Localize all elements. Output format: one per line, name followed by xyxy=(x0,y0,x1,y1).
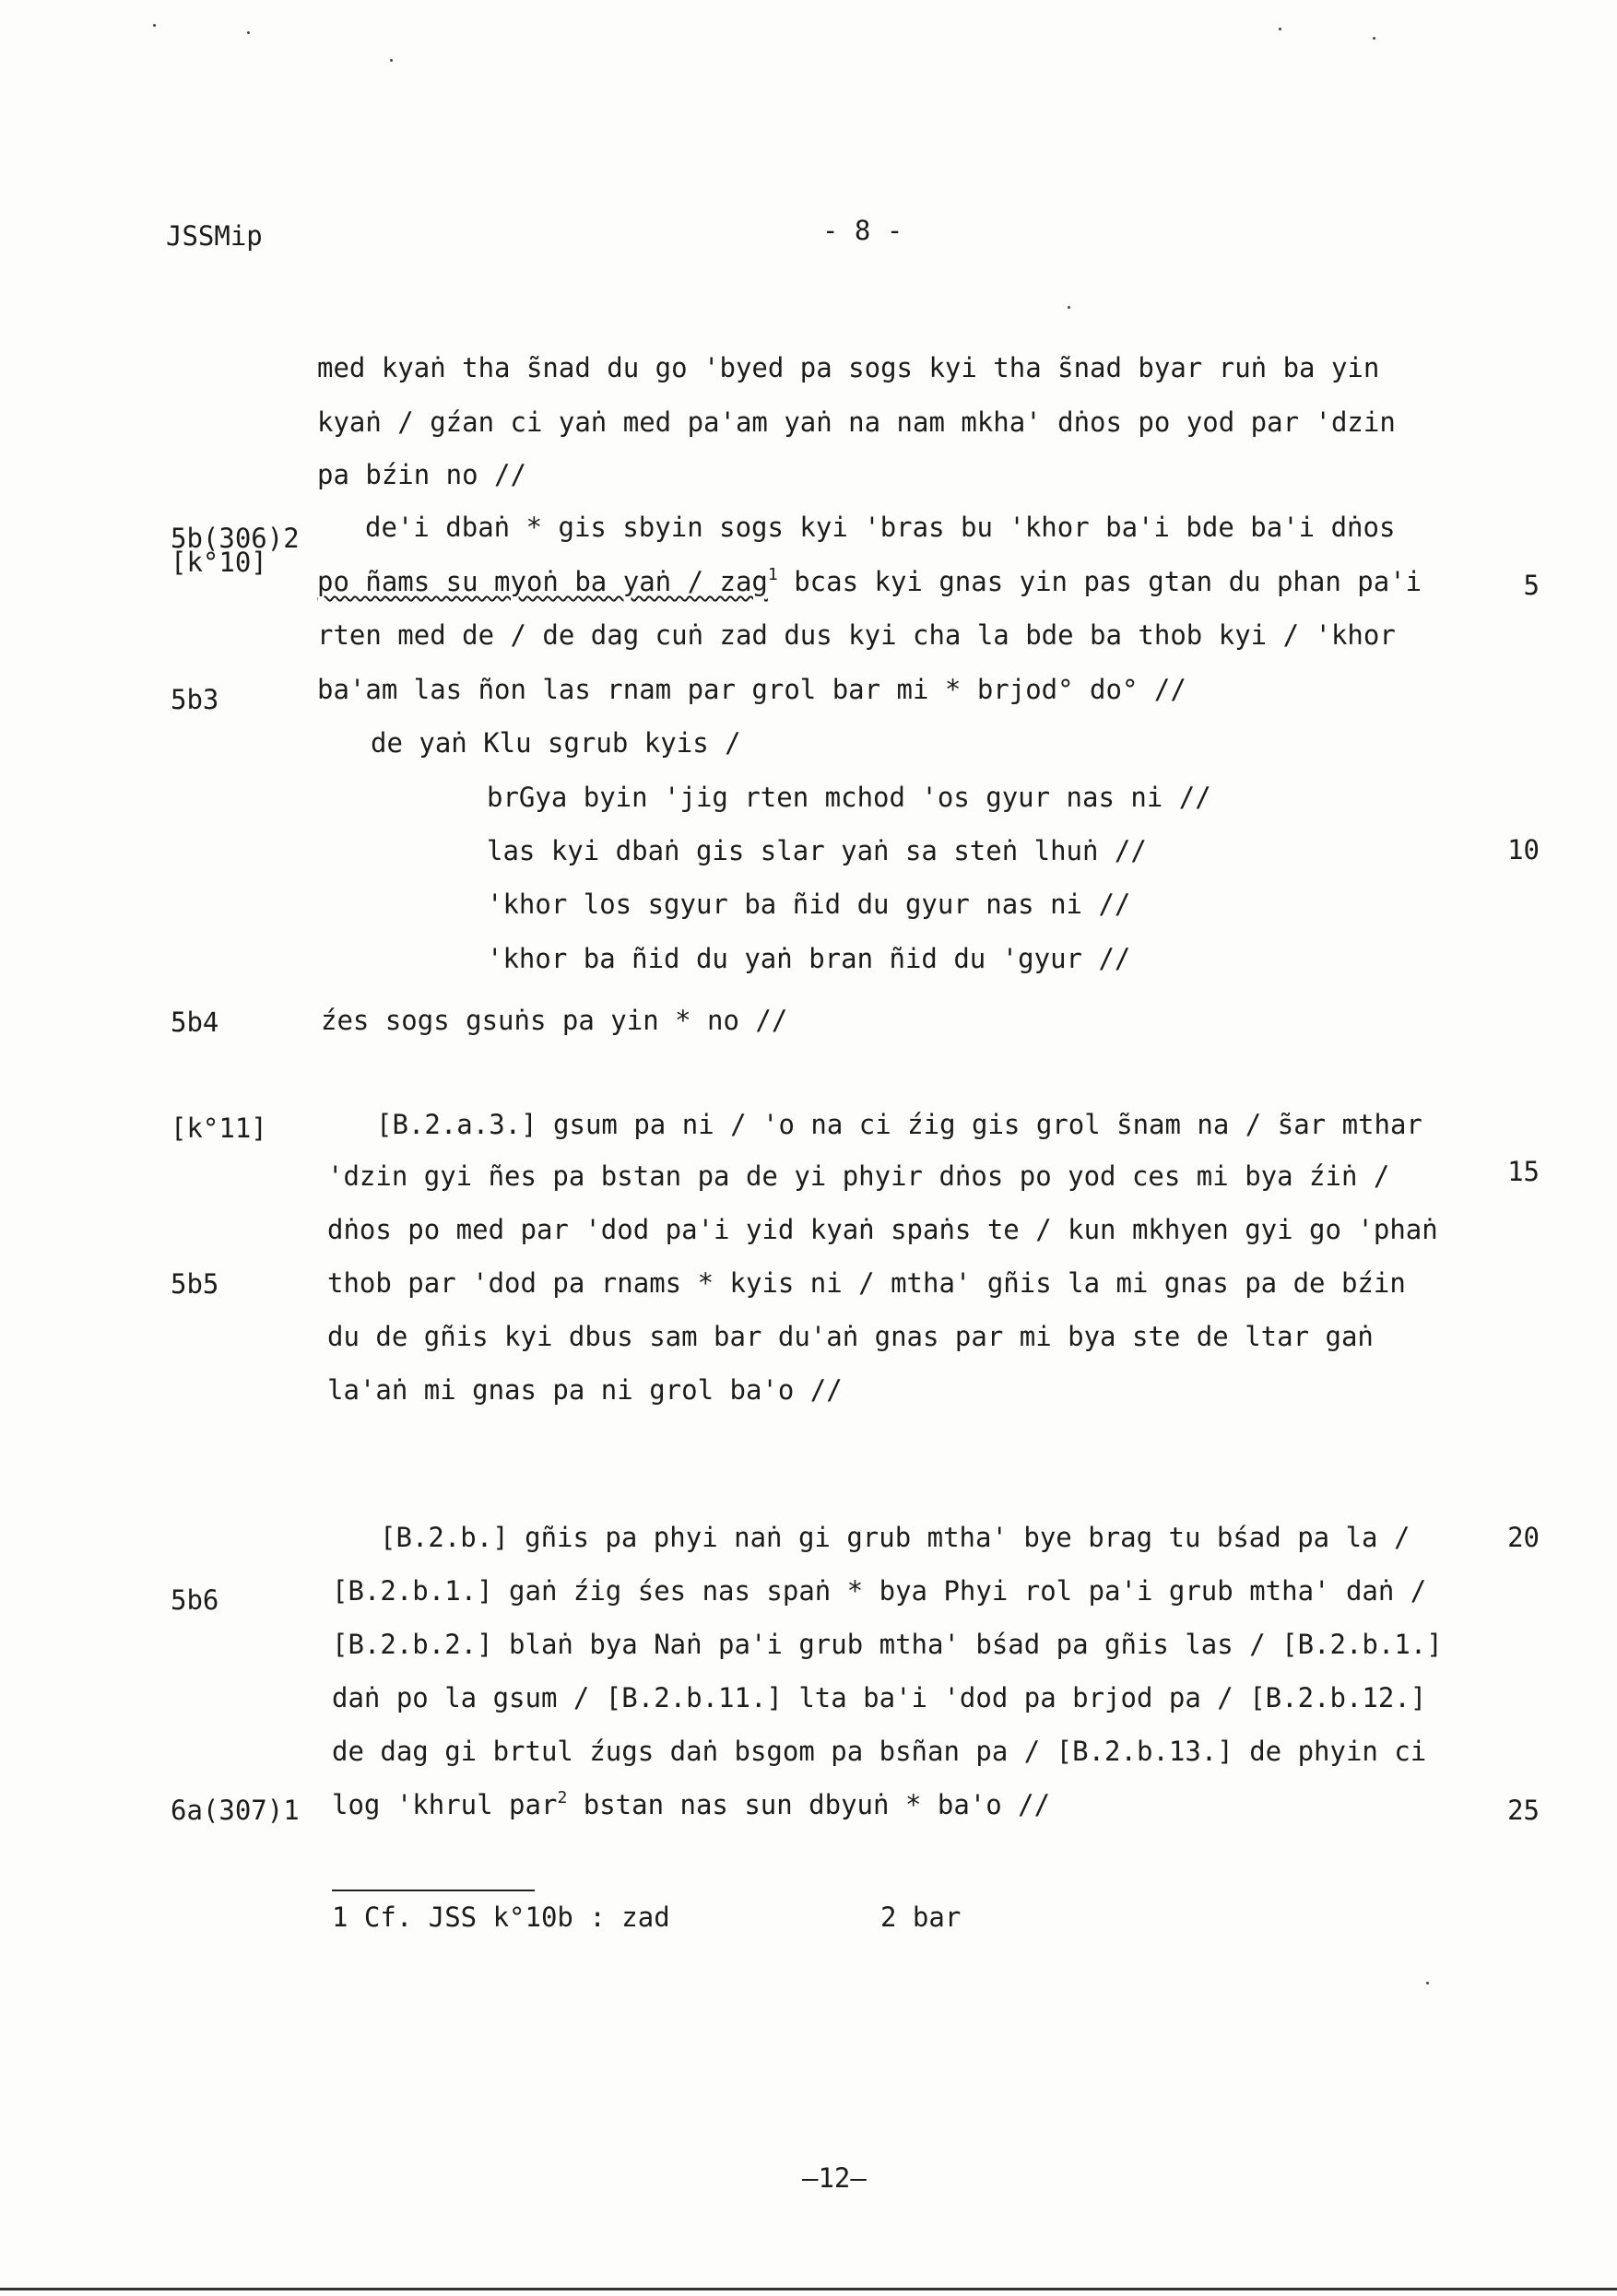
text-line: du de gñis kyi dbus sam bar du'aṅ gnas par mi bya ste de ltar gaṅ xyxy=(327,1321,1374,1352)
text-segment: bcas kyi gnas yin pas gtan du phan pa'i xyxy=(794,566,1422,597)
text-line: [B.2.b.] gñis pa phyi naṅ gi grub mtha' bye brag tu bśad pa la / xyxy=(380,1522,1410,1553)
scan-edge-line xyxy=(0,2288,1617,2290)
margin-ref: 5b6 xyxy=(171,1584,219,1616)
verse-line: las kyi dbaṅ gis slar yaṅ sa steṅ lhuṅ // xyxy=(487,835,1147,866)
verse-line: 'khor ba ñid du yaṅ bran ñid du 'gyur // xyxy=(487,943,1131,974)
text-line: 'dzin gyi ñes pa bstan pa de yi phyir dṅos po yod ces mi bya źiṅ / xyxy=(327,1160,1390,1192)
verse-line: 'khor los sgyur ba ñid du gyur nas ni // xyxy=(487,889,1131,920)
text-segment: log 'khrul par xyxy=(332,1789,558,1820)
text-line xyxy=(332,1788,1050,1821)
margin-ref: 5b3 xyxy=(171,684,219,715)
line-number: 20 xyxy=(1507,1522,1540,1553)
text-line: [B.2.b.2.] blaṅ bya Naṅ pa'i grub mtha' bśad pa gñis las / [B.2.b.1.] xyxy=(332,1629,1443,1660)
text-line: ba'am las ñon las rnam par grol bar mi * brjod° do° // xyxy=(317,674,1186,705)
text-line: kyaṅ / gźan ci yaṅ med pa'am yaṅ na nam mkha' dṅos po yod par 'dzin xyxy=(317,406,1396,438)
margin-ref: [k°11] xyxy=(171,1113,267,1144)
text-line: thob par 'dod pa rnams * kyis ni / mtha' gñis la mi gnas pa de bźin xyxy=(327,1267,1406,1299)
footnote: 1 Cf. JSS k°10b : zad xyxy=(332,1902,670,1933)
text-line: de dag gi brtul źugs daṅ bsgom pa bsñan pa / [B.2.b.13.] de phyin ci xyxy=(332,1736,1427,1767)
page-number-top: - 8 - xyxy=(822,215,903,246)
footnote-marker: 2 xyxy=(557,1788,568,1807)
text-line xyxy=(317,565,1422,598)
scan-speck xyxy=(153,24,156,27)
text-line: dṅos po med par 'dod pa'i yid kyaṅ spaṅs te / kun mkhyen gyi go 'phaṅ xyxy=(327,1214,1438,1245)
line-number: 10 xyxy=(1507,834,1540,865)
scan-speck xyxy=(1426,1982,1429,1984)
text-line: [B.2.b.1.] gaṅ źig śes nas spaṅ * bya Phyi rol pa'i grub mtha' daṅ / xyxy=(332,1575,1427,1607)
text-line: pa bźin no // xyxy=(317,459,526,490)
footnote-marker: 1 xyxy=(767,565,778,584)
text-line: [B.2.a.3.] gsum pa ni / 'o na ci źig gis grol s̃nam na / s̃ar mthar xyxy=(376,1109,1422,1140)
text-line: rten med de / de dag cuṅ zad dus kyi cha la bde ba thob kyi / 'khor xyxy=(317,619,1396,651)
scan-speck xyxy=(390,59,393,62)
page-number-bottom: —12— xyxy=(802,2162,867,2194)
text-line: med kyaṅ tha s̃nad du go 'byed pa sogs kyi tha s̃nad byar ruṅ ba yin xyxy=(317,352,1380,383)
line-number: 5 xyxy=(1523,570,1540,601)
scan-speck xyxy=(247,31,250,34)
scan-speck xyxy=(1373,37,1375,40)
margin-ref: 5b5 xyxy=(171,1268,219,1300)
text-segment: po ñams su myoṅ ba yaṅ / zag xyxy=(317,566,768,597)
margin-ref: 5b(306)2 xyxy=(171,523,300,554)
footnote: 2 bar xyxy=(880,1902,962,1933)
margin-ref: 5b4 xyxy=(171,1007,219,1038)
line-number: 15 xyxy=(1507,1156,1540,1187)
text-line: de'i dbaṅ * gis sbyin sogs kyi 'bras bu 'khor ba'i bde ba'i dṅos xyxy=(365,512,1396,543)
text-line: daṅ po la gsum / [B.2.b.11.] lta ba'i 'dod pa brjod pa / [B.2.b.12.] xyxy=(332,1682,1427,1713)
text-line: źes sogs gsuṅs pa yin * no // xyxy=(321,1005,788,1036)
line-number: 25 xyxy=(1507,1795,1540,1826)
margin-ref: 6a(307)1 xyxy=(171,1795,300,1826)
text-segment: bstan nas sun dbyuṅ * ba'o // xyxy=(583,1789,1051,1820)
text-line: de yaṅ Klu sgrub kyis / xyxy=(371,727,741,759)
margin-ref: [k°10] xyxy=(171,547,267,578)
footnote-rule xyxy=(332,1890,535,1891)
text-line: la'aṅ mi gnas pa ni grol ba'o // xyxy=(327,1374,843,1406)
scan-speck xyxy=(1279,28,1281,30)
scan-speck xyxy=(1068,306,1070,309)
verse-line: brGya byin 'jig rten mchod 'os gyur nas ni // xyxy=(487,782,1211,813)
running-header: JSSMip xyxy=(166,220,263,252)
